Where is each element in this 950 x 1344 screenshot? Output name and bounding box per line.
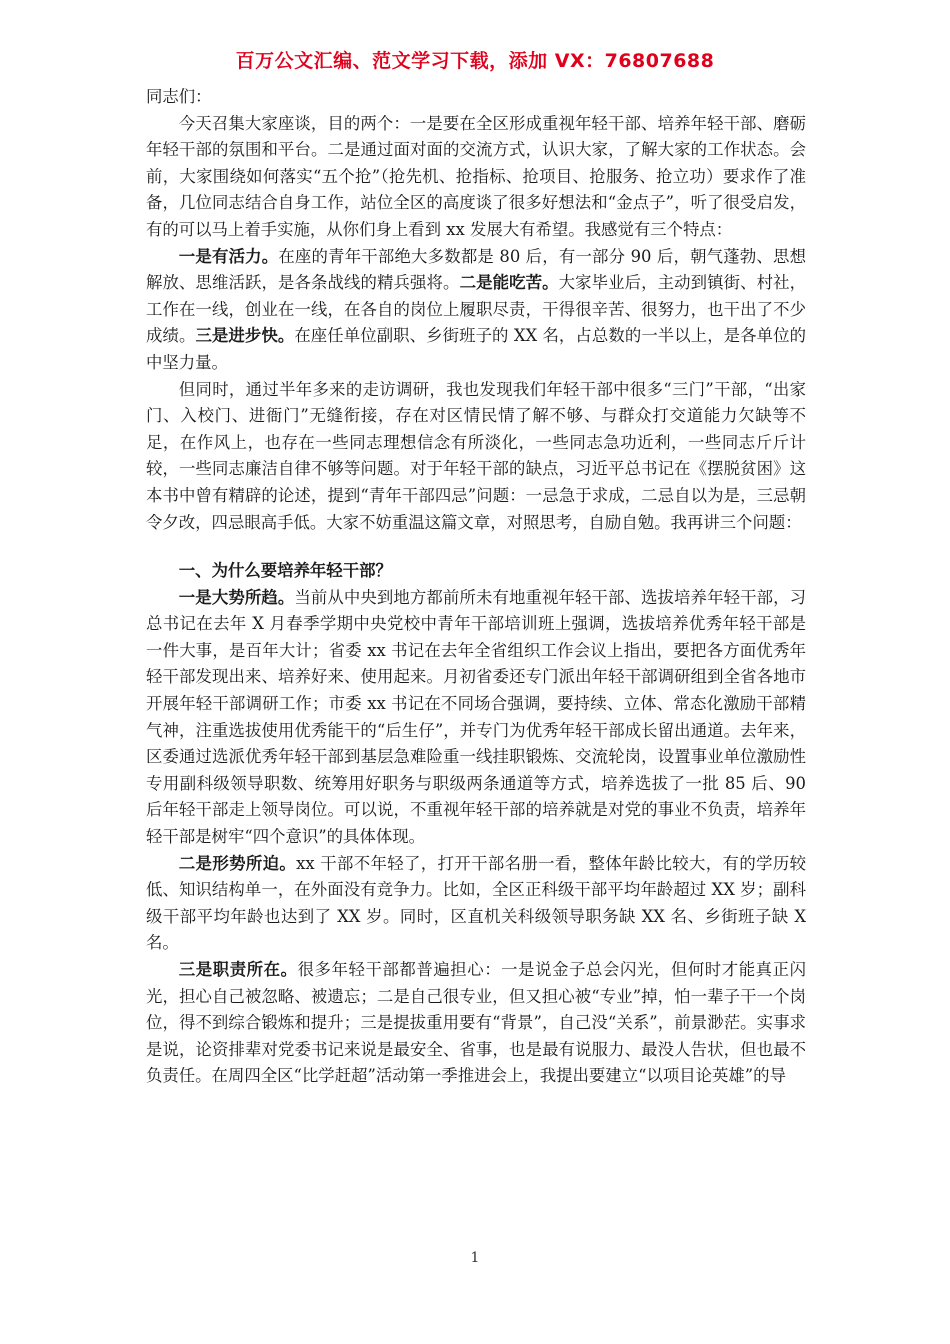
section-heading-1 <box>146 558 806 585</box>
paragraph-trend <box>146 585 806 851</box>
trait-2-text: 大家毕业后，主动到镇街、村社，工作在一线，创业在一线，在各自的岗位上履职尽责，干得很辛苦、很努力，也干出了不少成绩。 <box>146 273 807 346</box>
trait-1-label: 一是有活力。 <box>178 246 279 266</box>
duty-label: 三是职责所在。 <box>178 960 298 979</box>
paragraph-duty <box>146 957 806 1090</box>
salutation: 同志们： <box>146 87 212 106</box>
paragraph-shortcomings: 但同时，通过半年多来的走访调研，我也发现我们年轻干部中很多“三门”干部，“出家门、入校门、进衙门”无缝衔接，存在对区情民情了解不够、与群众打交道能力欠缺等不足，在作风上，也存在一些同志理想信念有所淡化，一些同志急功近利，一些同志斤斤计较，一些同志廉洁自律不够等问题。对于年轻干部的缺点，习近平总书记在《摆脱贫困》这本书中曾有精辟的论述，提到“青年干部四忌”问题：一忌急于求成，二忌自以为是，三忌朝令夕改，四忌眼高手低。大家不妨重温这篇文章，对照思考，自励自勉。我再讲三个问题： <box>146 379 806 532</box>
duty-text: 很多年轻干部都普遍担心：一是说金子总会闪光，但何时才能真正闪光，担心自己被忽略、被遗忘；二是自己很专业，但又担心被“专业”掉，怕一辈子干一个岗位，得不到综合锻炼和提升；三是提拔重用要有“背景”，自己没“关系”，前景渺茫。实事求是说，论资排辈对党委书记来说是最安全、省事，也是最有说服力、最没人告状，但也最不负责任。在周四全区“比学赶超”活动第一季推进会上，我提出要建立“以项目论英雄”的导 <box>146 960 807 1086</box>
trend-label: 一是大势所趋。 <box>178 587 295 607</box>
paragraph-three-traits <box>146 244 806 377</box>
paragraph-intro: 今天召集大家座谈，目的两个：一是要在全区形成重视年轻干部、培养年轻干部、磨砺年轻干部的氛围和平台。二是通过面对面的交流方式，认识大家，了解大家的工作状态。会前，大家围绕如何落实“五个抢”（抢先机、抢指标、抢项目、抢服务、抢立功）要求作了准备，几位同志结合自身工作，站位全区的高度谈了很多好想法和“金点子”，听了很受启发，有的可以马上着手实施，从你们身上看到 xx 发展大有希望。我感觉有三个特点： <box>146 113 806 239</box>
trait-3-text: 在座任单位副职、乡街班子的 XX 名，占总数的一半以上，是各单位的中坚力量。 <box>146 326 807 372</box>
section-gap <box>146 536 806 558</box>
paragraph-situation <box>146 851 806 957</box>
trait-2-label: 二是能吃苦。 <box>459 273 559 293</box>
trend-text: 当前从中央到地方都前所未有地重视年轻干部、选拔培养年轻干部，习总书记在去年 X 月春季学期中央党校中青年干部培训班上强调，选拔培养优秀年轻干部是一件大事，是百年大计；省委 xx 书记在去年全省组织工作会议上指出，要把各方面优秀年轻干部发现出来、培养好来、使用起来。月初省委还专门派出年轻干部调研组到全省各地市开展年轻干部调研工作；市委 xx 书记在不同场合强调，要持续、立体、常态化激励干部精气神，注重选拔使用优秀能干的“后生仔”，并专门为优秀年轻干部成长留出通道。去年来，区委通过选派优秀年轻干部到基层急难险重一线挂职锻炼、交流轮岗，设置事业单位激励性专用副科级领导职数、统筹用好职务与职级两条通道等方式，培养选拔了一批 85 后、90 后年轻干部走上领导岗位。可以说，不重视年轻干部的培养就是对党的事业不负责，培养年轻干部是树牢“四个意识”的具体体现。 <box>146 587 807 847</box>
trait-3-label: 三是进步快。 <box>195 326 295 346</box>
situation-label: 二是形势所迫。 <box>178 853 297 873</box>
section-heading-1-text: 一、为什么要培养年轻干部？ <box>178 561 392 581</box>
page-number: 1 <box>470 1250 480 1266</box>
document-body <box>146 84 806 1090</box>
situation-text: xx 干部不年轻了，打开干部名册一看，整体年龄比较大，有的学历较低、知识结构单一，在外面没有竞争力。比如，全区正科级干部平均年龄超过 XX 岁；副科级干部平均年龄也达到了 XX 岁。同时，区直机关科级领导职务缺 XX 名、乡街班子缺 X 名。 <box>146 853 807 953</box>
trait-1-text: 在座的青年干部绝大多数都是 80 后，有一部分 90 后，朝气蓬勃、思想解放、思维活跃，是各条战线的精兵强将。 <box>146 246 806 293</box>
header-banner: 百万公文汇编、范文学习下载，添加 VX：76807688 <box>235 50 715 72</box>
